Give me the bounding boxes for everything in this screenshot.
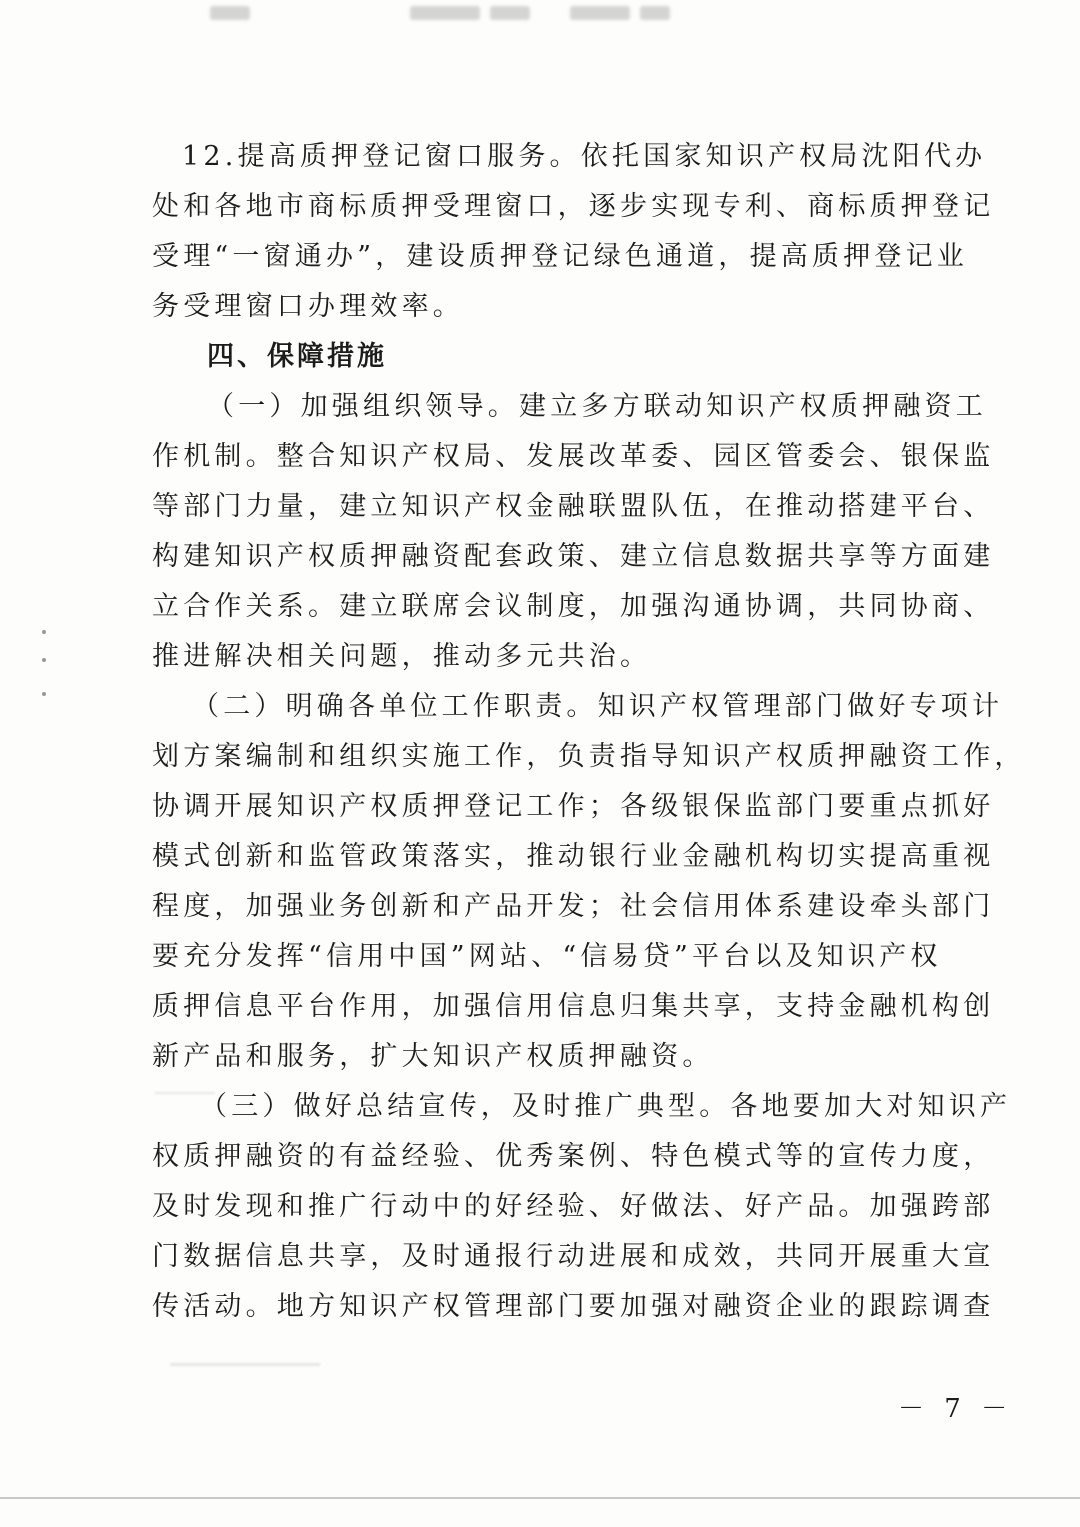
scan-bottom-edge bbox=[0, 1497, 1080, 1499]
paragraph-line: （二）明确各单位工作职责。知识产权管理部门做好专项计 bbox=[192, 691, 1004, 722]
paragraph-line: （一）加强组织领导。建立多方联动知识产权质押融资工 bbox=[207, 391, 987, 422]
paragraph-line: 构建知识产权质押融资配套政策、建立信息数据共享等方面建 bbox=[152, 541, 995, 572]
paragraph-line: 推进解决相关问题，推动多元共治。 bbox=[152, 641, 652, 672]
paragraph-line: 12.提高质押登记窗口服务。依托国家知识产权局沈阳代办 bbox=[182, 141, 987, 172]
paragraph-line: 权质押融资的有益经验、优秀案例、特色模式等的宣传力度， bbox=[152, 1141, 995, 1172]
paragraph-line: 程度，加强业务创新和产品开发；社会信用体系建设牵头部门 bbox=[152, 891, 995, 922]
section-heading: 四、保障措施 bbox=[207, 341, 387, 372]
paragraph-line: 立合作关系。建立联席会议制度，加强沟通协调，共同协商、 bbox=[152, 591, 995, 622]
page-number: － 7 － bbox=[898, 1394, 1014, 1424]
paragraph-line: 及时发现和推广行动中的好经验、好做法、好产品。加强跨部 bbox=[152, 1191, 995, 1222]
scan-bleed-through bbox=[200, 0, 720, 26]
paragraph-line: 等部门力量，建立知识产权金融联盟队伍，在推动搭建平台、 bbox=[152, 491, 995, 522]
paragraph-line: 作机制。整合知识产权局、发展改革委、园区管委会、银保监 bbox=[152, 441, 995, 472]
paragraph-line: 协调开展知识产权质押登记工作；各级银保监部门要重点抓好 bbox=[152, 791, 995, 822]
paragraph-line: 模式创新和监管政策落实，推动银行业金融机构切实提高重视 bbox=[152, 841, 995, 872]
paragraph-line: 要充分发挥“信用中国”网站、“信易贷”平台以及知识产权 bbox=[152, 941, 942, 972]
paragraph-line: 处和各地市商标质押受理窗口，逐步实现专利、商标质押登记 bbox=[152, 191, 995, 222]
paragraph-line: 传活动。地方知识产权管理部门要加强对融资企业的跟踪调查 bbox=[152, 1291, 995, 1322]
paragraph-line: 受理“一窗通办”，建设质押登记绿色通道，提高质押登记业 bbox=[152, 241, 969, 272]
scan-margin-marks bbox=[40, 630, 50, 710]
paragraph-line: 新产品和服务，扩大知识产权质押融资。 bbox=[152, 1041, 714, 1072]
paragraph-line: （三）做好总结宣传，及时推广典型。各地要加大对知识产 bbox=[200, 1091, 1012, 1122]
paragraph-line: 门数据信息共享，及时通报行动进展和成效，共同开展重大宣 bbox=[152, 1241, 995, 1272]
paragraph-line: 划方案编制和组织实施工作，负责指导知识产权质押融资工作， bbox=[152, 741, 1026, 772]
paragraph-line: 务受理窗口办理效率。 bbox=[152, 291, 464, 322]
scan-smudge bbox=[170, 1363, 320, 1366]
paragraph-line: 质押信息平台作用，加强信用信息归集共享，支持金融机构创 bbox=[152, 991, 995, 1022]
